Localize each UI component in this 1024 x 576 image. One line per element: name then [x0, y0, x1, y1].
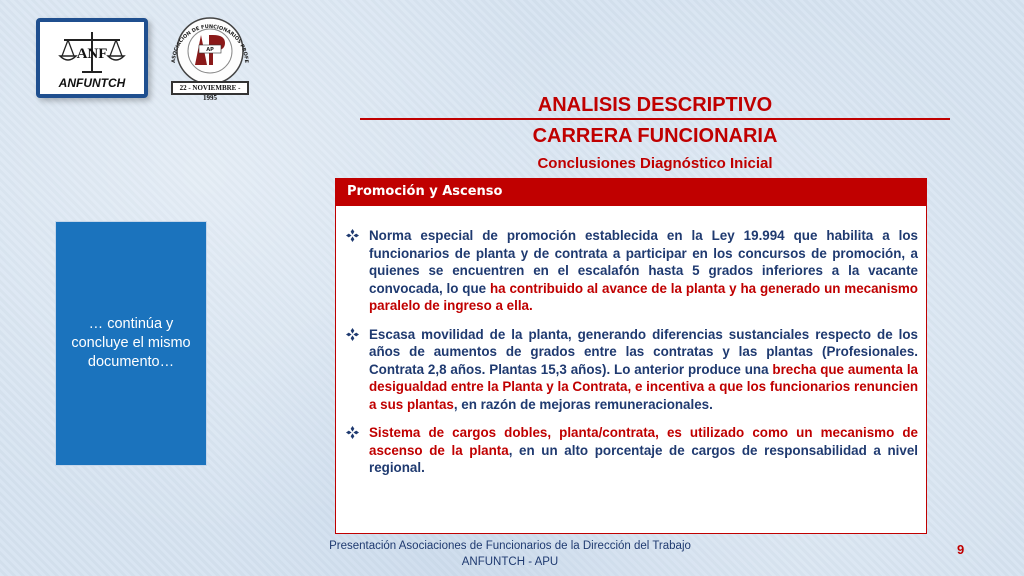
list-item — [344, 227, 918, 315]
footer-presentation: Presentación Asociaciones de Funcionarios de la Dirección del Trabajo — [329, 540, 691, 552]
svg-text:ANF: ANF — [76, 46, 108, 62]
bullet-text: Escasa movilidad de la planta, generando diferencias sustanciales respecto de los años de aumentos de grados entre las contratas y las plantas (Profesionales. Contrata 2,8 años. Plantas 15,3 años). Lo anterior produce una — [369, 326, 918, 377]
bullet-text: , en razón de mejoras remuneracionales. — [453, 396, 713, 412]
list-item — [344, 326, 918, 414]
bullet-highlight: ha contribuido al avance de la planta y ha generado un mecanismo paralelo de ingreso a ella. — [369, 280, 918, 313]
scales-emblem-icon — [54, 28, 130, 76]
bullet-text: Norma especial de promoción establecida en la Ley 19.994 que habilita a los funcionarios de planta y de contrata a participar en los concursos de promoción, a quienes se encuentren en el escalafón hasta 5 grados inferiores a la vacante convocada, lo que — [369, 228, 918, 296]
page-title: ANALISIS DESCRIPTIVO — [537, 94, 773, 116]
apu-seal-icon — [163, 13, 257, 83]
four-diamond-bullet-icon — [346, 328, 359, 341]
anfuntch-logo — [36, 18, 148, 98]
apu-logo — [163, 13, 257, 102]
four-diamond-bullet-icon — [346, 426, 359, 439]
continuation-note-box — [55, 221, 207, 466]
bullet-highlight: brecha que aumenta la desigualdad entre la Planta y la Contrata, e incentiva a que los funcionarios renuncien a sus plantas — [369, 361, 918, 412]
bullet-highlight: Sistema de cargos dobles, planta/contrata, es utilizado como un mecanismo de ascenso de la planta — [369, 425, 918, 458]
footer-associations: ANFUNTCH - APU — [461, 556, 559, 568]
anfuntch-logo-label: ANFUNTCH — [58, 76, 126, 90]
section-title: Conclusiones Diagnóstico Inicial — [537, 155, 773, 172]
svg-text:AP: AP — [206, 47, 214, 53]
apu-logo-date: 22 - NOVIEMBRE - 1995 — [171, 81, 249, 95]
four-diamond-bullet-icon — [346, 229, 359, 242]
title-divider — [360, 118, 950, 120]
panel-header: Promoción y Ascenso — [335, 178, 927, 206]
bullet-list — [344, 227, 918, 488]
page-number: 9 — [957, 542, 965, 557]
bullet-text: , en un alto porcentaje de cargos de responsabilidad a nivel regional. — [369, 442, 919, 475]
svg-text:ASOCIACION DE FUNCIONARIOS PRO: ASOCIACION DE FUNCIONARIOS PROFE — [170, 23, 250, 64]
continuation-note: … continúa y concluye el mismo documento… — [71, 316, 191, 370]
page-subtitle: CARRERA FUNCIONARIA — [532, 125, 778, 147]
list-item — [344, 424, 918, 477]
